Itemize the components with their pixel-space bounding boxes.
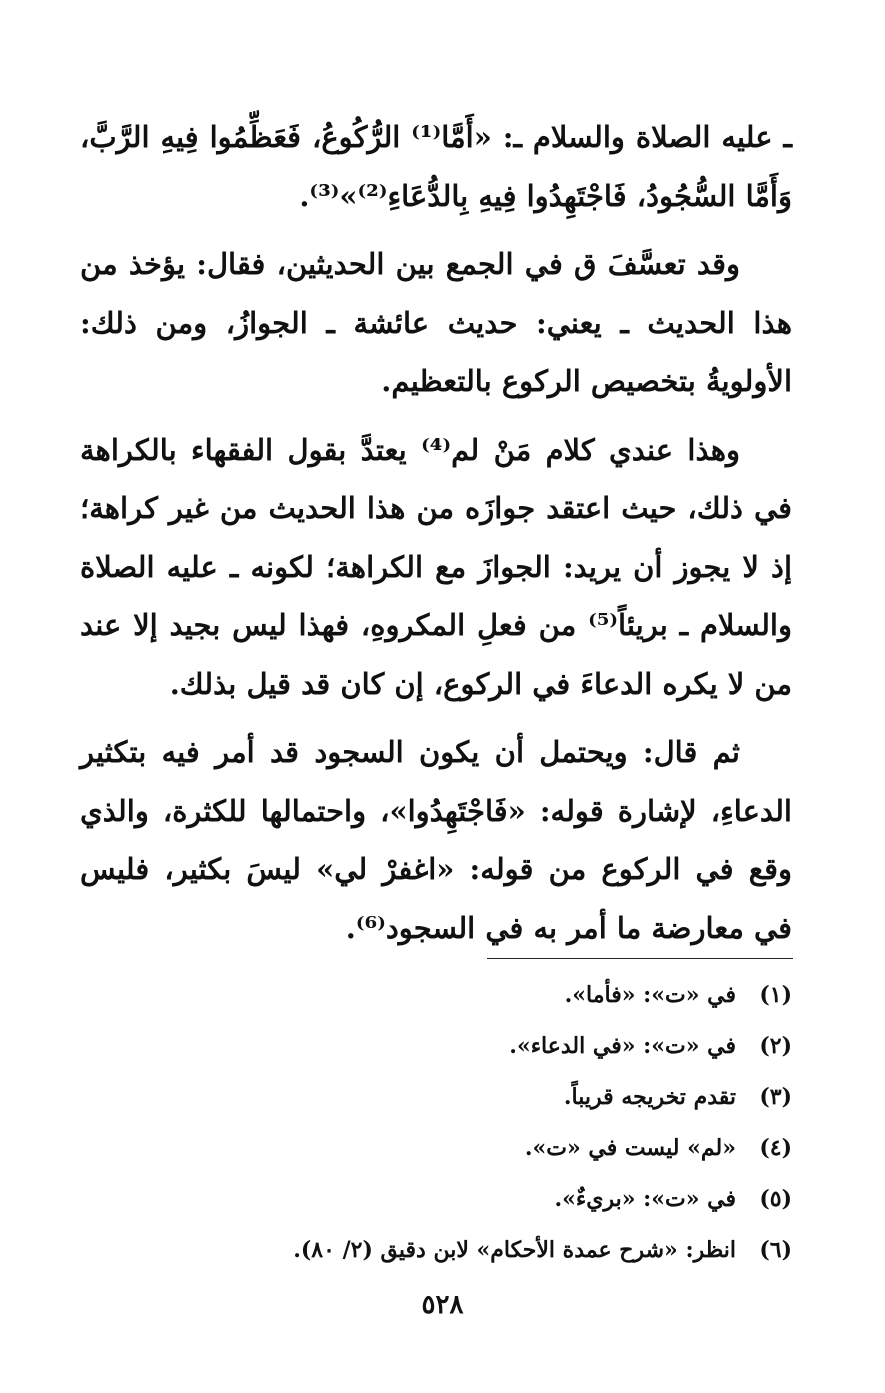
footnote-text: في «ت»: «بريءٌ». xyxy=(554,1186,736,1212)
footnotes-list xyxy=(80,976,792,1282)
paragraph-then-said: ثم قال: ويحتمل أن يكون السجود قد أمر فيه بتكثير الدعاءِ، لإشارة قوله: «فَاجْتَهِدُوا»، واحتمالها للكثرة، والذي وقع في الركوع من قوله: «اغفرْ لي» ليسَ بكثير، فليس في معارضة ما أمر به في السجود⁽⁶⁾. xyxy=(80,735,792,945)
footnote-item xyxy=(80,1180,792,1231)
footnote-number: (٥) xyxy=(759,1186,792,1212)
footnote-number: (٢) xyxy=(759,1033,792,1059)
page-number: ٥٢٨ xyxy=(421,1290,464,1320)
footnote-number: (٦) xyxy=(759,1237,792,1263)
paragraph-author-opinion: وهذا عندي كلام مَنْ لم⁽⁴⁾ يعتدَّ بقول الفقهاء بالكراهة في ذلك، حيث اعتقد جوازَه من هذا الحديث من غير كراهة؛ إذ لا يجوز أن يريد: الجوازَ مع الكراهة؛ لكونه ـ عليه الصلاة والسلام ـ بريئاً⁽⁵⁾ من فعلِ المكروهِ، فهذا ليس بجيد إلا عند من لا يكره الدعاءَ في الركوع، إن كان قد قيل بذلك. xyxy=(80,432,792,701)
main-text xyxy=(80,108,792,967)
footnote-item xyxy=(80,1129,792,1180)
paragraph-continuation: ـ عليه الصلاة والسلام ـ: «أَمَّا⁽¹⁾ الرُّكُوعُ، فَعَظِّمُوا فِيهِ الرَّبَّ، وَأَمَّا السُّجُودُ، فَاجْتَهِدُوا فِيهِ بِالدُّعَاءِ⁽²⁾»⁽³⁾. xyxy=(80,120,792,213)
paragraph-tasaffuf: وقد تعسَّفَ ق في الجمع بين الحديثين، فقال: يؤخذ من هذا الحديث ـ يعني: حديث عائشة ـ الجوازُ، ومن ذلك: الأولويةُ بتخصيص الركوع بالتعظيم. xyxy=(80,247,792,398)
footnote-text: تقدم تخريجه قريباً. xyxy=(563,1084,736,1110)
footnote-text: «لم» ليست في «ت». xyxy=(524,1135,736,1161)
footnote-item xyxy=(80,1231,792,1282)
footnote-text: انظر: «شرح عمدة الأحكام» لابن دقيق (٢/ ٨٠). xyxy=(293,1237,736,1263)
footnote-number: (١) xyxy=(759,982,792,1008)
footnote-text: في «ت»: «في الدعاء». xyxy=(509,1033,736,1059)
footnote-number: (٣) xyxy=(759,1084,792,1110)
footnote-separator xyxy=(487,958,793,959)
footnote-item xyxy=(80,1027,792,1078)
footnote-item xyxy=(80,976,792,1027)
footnote-item xyxy=(80,1078,792,1129)
footnote-number: (٤) xyxy=(759,1135,792,1161)
footnote-text: في «ت»: «فأما». xyxy=(564,982,736,1008)
